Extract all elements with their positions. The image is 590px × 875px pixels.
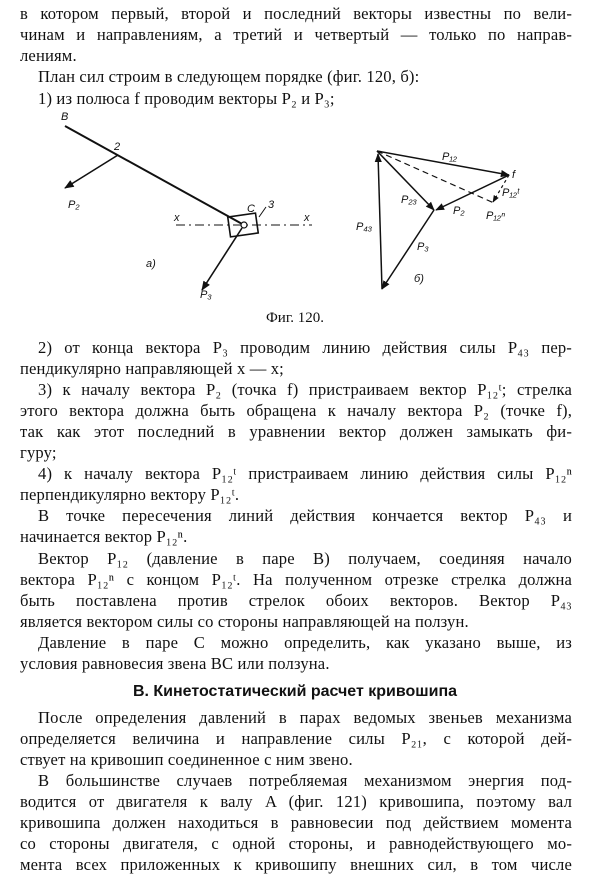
text-line: 2) от конца вектора P₃ проводим линию действия силы P₄₃ пер- — [38, 338, 572, 357]
label-p2: P₂ — [68, 199, 80, 211]
text-line: 4) к началу вектора P₁₂ᵗ пристраиваем линию действия силы P₁₂ⁿ — [38, 464, 572, 483]
text-line: чинам и направлениям, а третий и четвертый — только по направ- — [20, 25, 572, 44]
vector-p43 — [378, 154, 382, 289]
text-line: В точке пересечения линий действия кончается вектор P₄₃ и — [38, 506, 572, 525]
label-x-right: x — [304, 212, 310, 224]
label-p3-polygon: P₃ — [417, 241, 429, 253]
label-p3: P₃ — [200, 289, 212, 300]
text-line: пендикулярно направляющей x — x; — [20, 359, 284, 378]
step-1: 1) из полюса f проводим векторы P₂ и P₃; — [38, 89, 335, 108]
text-line: ствует на кривошип соединенное с ним звено. — [20, 750, 353, 769]
text-line: мента всех приложенных к кривошипу внешних сил, в том числе — [20, 855, 572, 874]
text-line: водится от двигателя к валу A (фиг. 121) кривошипа, поэтому вал — [20, 792, 572, 811]
text-line: перпендикулярно вектору P₁₂ᵗ. — [20, 485, 240, 504]
label-b: B — [61, 111, 69, 123]
label-c: C — [247, 203, 255, 215]
text-line: Вектор P₁₂ (давление в паре B) получаем, соединяя начало — [38, 549, 572, 568]
label-a: а) — [146, 258, 156, 270]
figure-caption: Фиг. 120. — [265, 310, 325, 326]
mechanism-diagram — [65, 126, 312, 290]
text-line: этого вектора должна быть обращена к началу вектора P₂ (точке f), — [20, 401, 572, 420]
label-b-subfig: б) — [414, 273, 424, 285]
text-line: кривошипа должен находиться в равновесии под действием момента — [20, 813, 572, 832]
text-line: вектора P₁₂ⁿ с концом P₁₂ᵗ. На полученном отрезке стрелка должна — [20, 570, 572, 589]
label-3: 3 — [268, 199, 275, 211]
text-line: 3) к началу вектора P₂ (точка f) пристраиваем вектор P₁₂ᵗ; стрелка — [38, 380, 572, 399]
text-line: является вектором силы со стороны направляющей на ползун. — [20, 612, 469, 631]
text-line: В большинстве случаев потребляемая механизмом энергия под- — [38, 771, 572, 790]
label-p12: P₁₂ — [442, 151, 458, 163]
text-line: со стороны двигателя, с одной стороны, и равнодействующего мо- — [20, 834, 572, 853]
text-line: Давление в паре C можно определить, как указано выше, из — [38, 633, 572, 652]
text-line: лениям. — [20, 46, 77, 65]
label-f: f — [512, 169, 516, 181]
figure-120 — [50, 104, 540, 300]
joint-c — [241, 222, 247, 228]
vector-p2-arrow — [65, 155, 118, 188]
text-line: условия равновесия звена BC или ползуна. — [20, 654, 330, 673]
leader-3 — [259, 207, 266, 217]
label-p43: P₄₃ — [356, 221, 373, 233]
label-p2-polygon: P₂ — [453, 205, 465, 217]
text-line: начинается вектор P₁₂ⁿ. — [20, 527, 188, 546]
vector-p3-arrow — [202, 228, 242, 290]
line-p12n — [377, 151, 494, 203]
text-line: в котором первый, второй и последний векторы известны по вели- — [20, 4, 572, 23]
text-line: определяется величина и направление силы P₂₁, с которой дей- — [20, 729, 572, 748]
label-p23: P₂₃ — [401, 194, 417, 206]
text-line: гуру; — [20, 443, 57, 462]
text-line: быть поставлена против стрелок обоих векторов. Вектор P₄₃ — [20, 591, 572, 610]
link-bc — [65, 126, 244, 225]
label-2: 2 — [114, 141, 121, 153]
label-x-left: x — [174, 212, 180, 224]
text-line: так как этот последний в уравнении вектор должен замыкать фи- — [20, 422, 572, 441]
plan-intro: План сил строим в следующем порядке (фиг. 120, б): — [38, 67, 420, 86]
section-heading: В. Кинетостатический расчет кривошипа — [132, 683, 458, 700]
label-p12n: P₁₂ⁿ — [486, 210, 506, 222]
label-p12t: P₁₂ᵗ — [502, 187, 520, 199]
text-line: После определения давлений в парах ведомых звеньев механизма — [38, 708, 572, 727]
